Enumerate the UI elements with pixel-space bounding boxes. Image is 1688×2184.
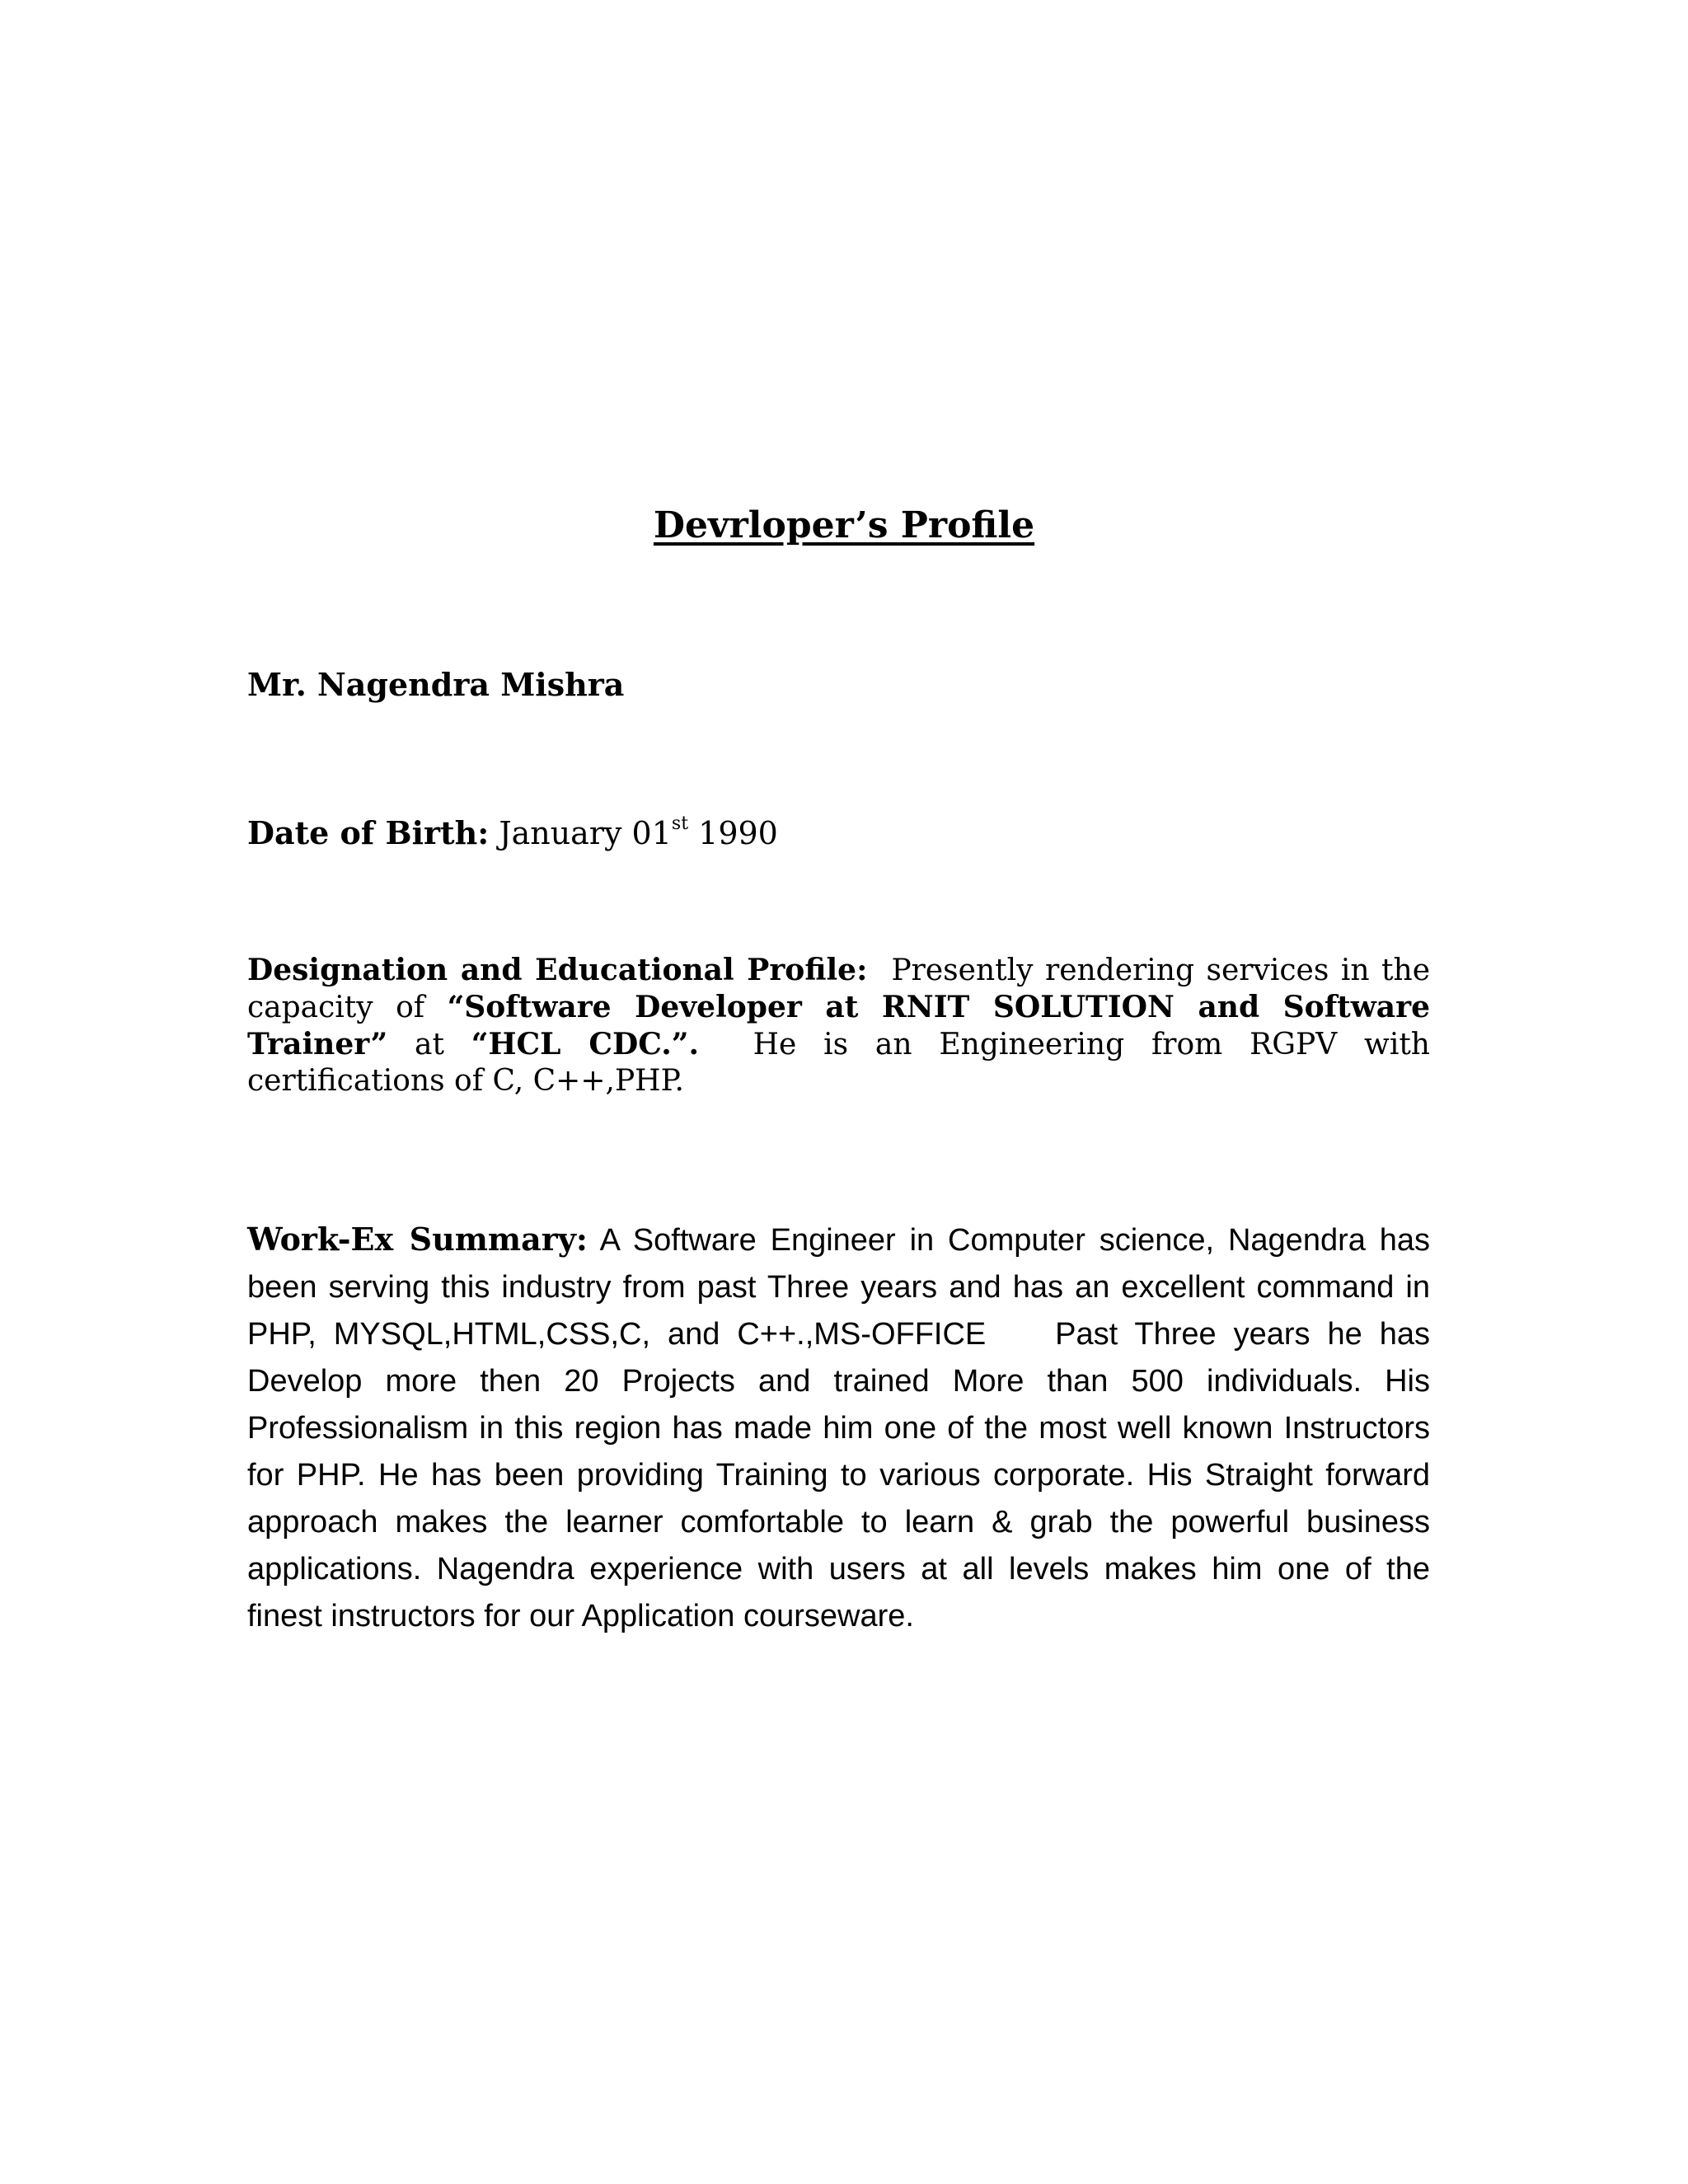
designation-org: “HCL CDC.”. xyxy=(471,1027,700,1062)
dob-suffix: st xyxy=(671,813,689,834)
designation-text-2: at xyxy=(415,1028,444,1062)
date-of-birth xyxy=(247,814,778,853)
person-name: Mr. Nagendra Mishra xyxy=(247,666,625,703)
designation-label: Designation and Educational Profile: xyxy=(247,953,868,987)
dob-year: 1990 xyxy=(698,815,778,851)
workex-text-1: A Software Engineer in Computer science, Nagendra has been serving this industry from past Three years and has an excellent command in PHP, MYSQL,HTML,CSS,C, and C++.,MS-OFFICE xyxy=(247,1223,1430,1352)
designation-paragraph xyxy=(247,952,1430,1099)
dob-month-day: January 01 xyxy=(499,815,672,851)
workex-label: Work-Ex Summary: xyxy=(247,1221,588,1258)
designation-text-1: Presently rendering services in the capacity of xyxy=(247,954,1431,1024)
workex-text-2: Past Three years he has Develop more then 20 Projects and trained More than 500 individuals. His Professionalism in this region has made him one of the most well known Instructors for PHP. He has been providing Training to various corporate. His Straight forward approach makes the learner comfortable to learn & grab the powerful business applications. Nagendra experience with users at all levels makes him one of the finest instructors for our Application courseware. xyxy=(247,1317,1431,1633)
designation-text-3: He is an Engineering from RGPV with certifications of C, C++,PHP. xyxy=(247,1028,1430,1098)
designation-role: “Software Developer at RNIT SOLUTION and Software Trainer” xyxy=(247,990,1430,1062)
dob-label: Date of Birth: xyxy=(247,814,490,851)
workex-paragraph xyxy=(247,1216,1430,1640)
page-title: Devrloper’s Profile xyxy=(653,504,1035,546)
